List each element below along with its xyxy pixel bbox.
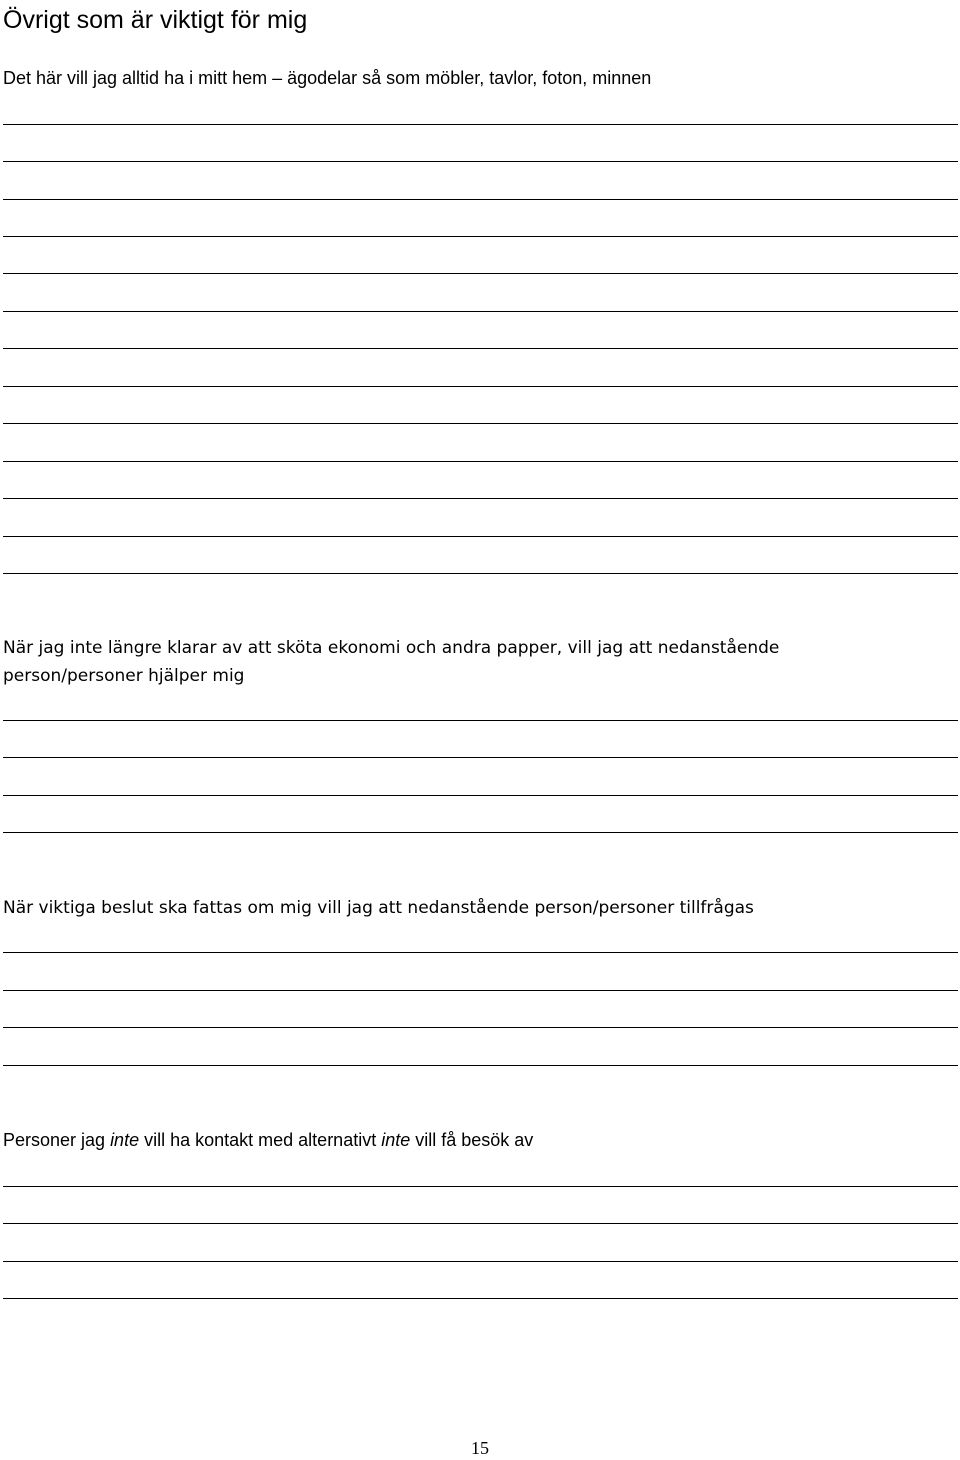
section-1-prompt: Det här vill jag alltid ha i mitt hem – ägodelar så som möbler, tavlor, foton, minnen xyxy=(3,68,652,88)
writing-line[interactable] xyxy=(3,124,958,125)
page-number: 15 xyxy=(471,1438,489,1458)
section-3-prompt: När viktiga beslut ska fattas om mig vill jag att nedanstående person/personer tillfrågas xyxy=(3,898,754,918)
writing-line[interactable] xyxy=(3,461,958,462)
page-title: Övrigt som är viktigt för mig xyxy=(3,6,308,34)
section-4-prompt-emphasis: inte xyxy=(381,1130,411,1150)
writing-line[interactable] xyxy=(3,311,958,312)
writing-line[interactable] xyxy=(3,832,958,833)
writing-line[interactable] xyxy=(3,795,958,796)
writing-line[interactable] xyxy=(3,1261,958,1262)
section-2-prompt-line-1: När jag inte längre klarar av att sköta ekonomi och andra papper, vill jag att nedanstående xyxy=(3,638,780,658)
writing-line[interactable] xyxy=(3,573,958,574)
writing-line[interactable] xyxy=(3,199,958,200)
section-2-prompt xyxy=(3,634,779,690)
section-4-prompt-part: vill ha kontakt med alternativt xyxy=(139,1130,382,1150)
writing-line[interactable] xyxy=(3,990,958,991)
writing-line[interactable] xyxy=(3,952,958,953)
writing-line[interactable] xyxy=(3,1065,958,1066)
writing-line[interactable] xyxy=(3,273,958,274)
writing-line[interactable] xyxy=(3,1027,958,1028)
writing-line[interactable] xyxy=(3,1223,958,1224)
writing-line[interactable] xyxy=(3,1298,958,1299)
section-2-prompt-line-2: person/personer hjälper mig xyxy=(3,666,245,686)
writing-line[interactable] xyxy=(3,348,958,349)
writing-line[interactable] xyxy=(3,423,958,424)
writing-line[interactable] xyxy=(3,1186,958,1187)
writing-line[interactable] xyxy=(3,498,958,499)
writing-line[interactable] xyxy=(3,536,958,537)
writing-line[interactable] xyxy=(3,720,958,721)
writing-line[interactable] xyxy=(3,386,958,387)
section-4-prompt xyxy=(3,1126,533,1154)
section-4-prompt-part: vill få besök av xyxy=(410,1130,534,1150)
section-4-prompt-emphasis: inte xyxy=(110,1130,140,1150)
writing-line[interactable] xyxy=(3,236,958,237)
writing-line[interactable] xyxy=(3,161,958,162)
section-4-prompt-part: Personer jag xyxy=(3,1130,111,1150)
writing-line[interactable] xyxy=(3,757,958,758)
